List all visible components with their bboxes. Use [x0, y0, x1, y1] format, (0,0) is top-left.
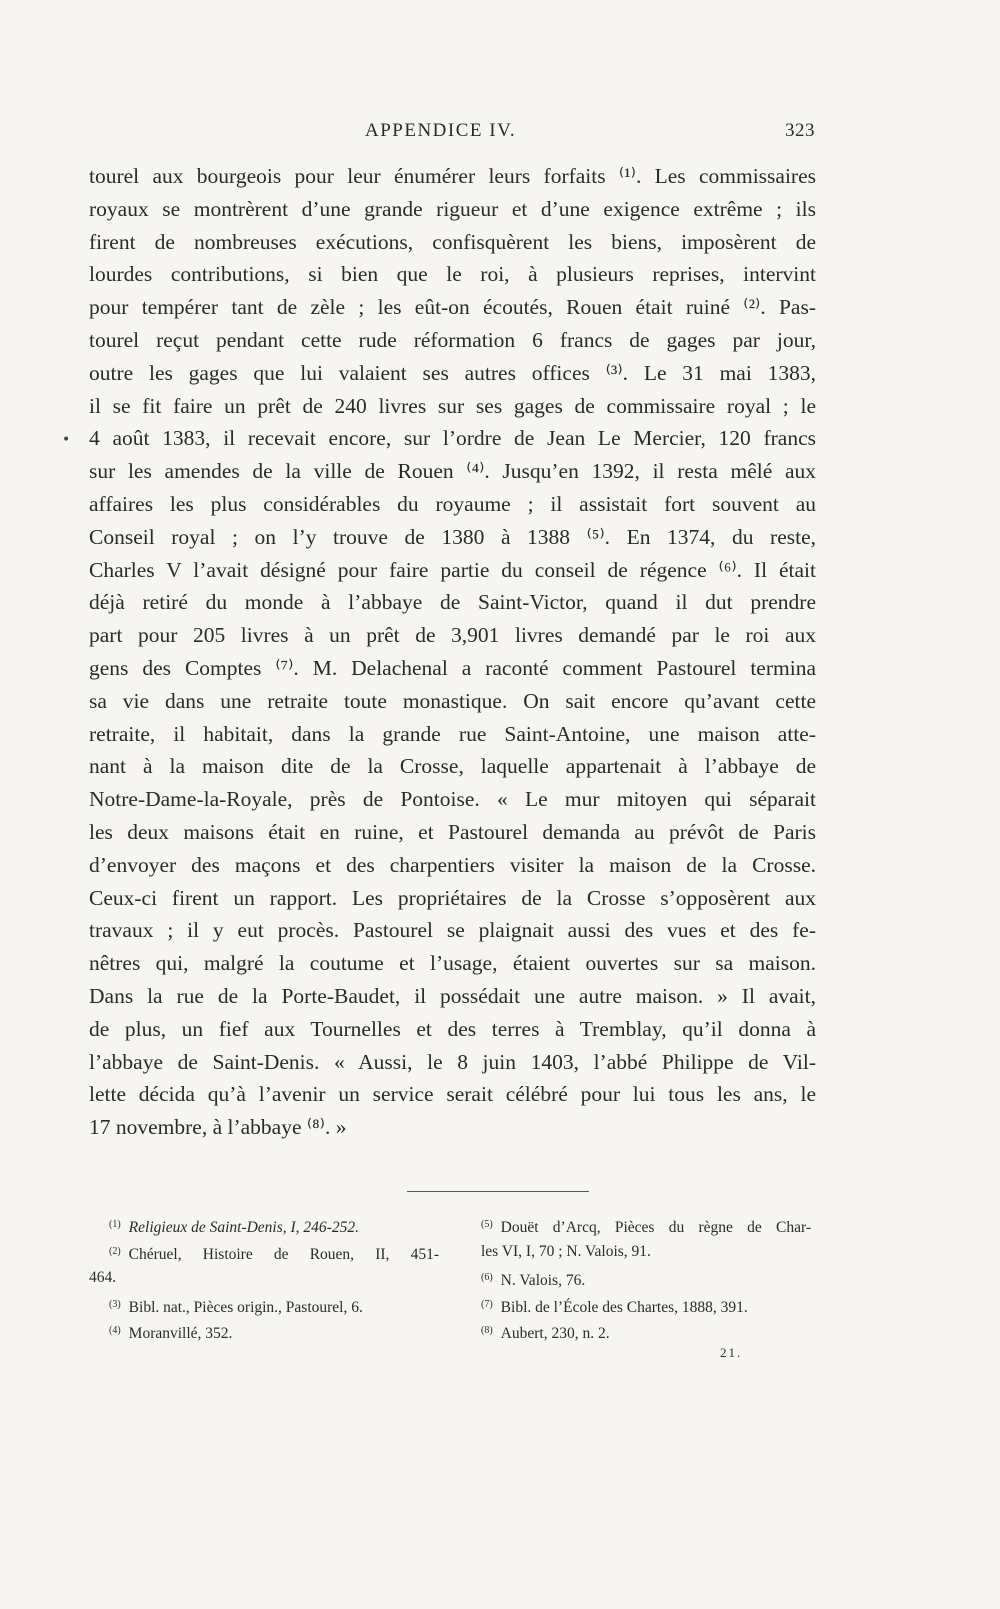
text-line: travaux ; il y eut procès. Pastourel se plaignait aussi des vues et des fe- [89, 918, 816, 943]
text-line: l’abbaye de Saint-Denis. « Aussi, le 8 juin 1403, l’abbé Philippe de Vil- [89, 1049, 816, 1074]
footnote-continuation: les VI, I, 70 ; N. Valois, 91. [481, 1242, 651, 1260]
page-number: 323 [785, 120, 815, 141]
printer-signature: 21. [720, 1345, 743, 1360]
footnote-text: N. Valois, 76. [500, 1272, 586, 1289]
text-line: outre les gages que lui valaient ses autres offices ⁽³⁾. Le 31 mai 1383, [89, 360, 816, 385]
footnote-divider [407, 1191, 589, 1192]
text-line: pour tempérer tant de zèle ; les eût-on écoutés, Rouen était ruiné ⁽²⁾. Pas- [89, 295, 816, 320]
text-line: de plus, un fief aux Tournelles et des terres à Tremblay, qu’il donna à [89, 1016, 816, 1041]
footnote [481, 1265, 811, 1292]
text-line: lette décida qu’à l’avenir un service serait célébré pour lui tous les ans, le [89, 1082, 816, 1107]
text-line: nêtres qui, malgré la coutume et l’usage, étaient ouvertes sur sa maison. [89, 951, 816, 976]
footnote-continuation: 464. [89, 1269, 117, 1286]
body-text [89, 160, 816, 1144]
text-line: Ceux-ci firent un rapport. Les propriétaires de la Crosse s’opposèrent aux [89, 885, 816, 910]
text-line: tourel aux bourgeois pour leur énumérer leurs forfaits ⁽¹⁾. Les commissaires [89, 164, 816, 188]
text-line: gens des Comptes ⁽⁷⁾. M. Delachenal a raconté comment Pastourel termina [89, 655, 816, 680]
text-line: tourel reçut pendant cette rude réformation 6 francs de gages par jour, [89, 327, 816, 352]
text-line: affaires les plus considérables du royaume ; il assistait fort souvent au [89, 491, 816, 516]
text-line: 17 novembre, à l’abbaye ⁽⁸⁾. » [89, 1115, 347, 1140]
footnote [481, 1318, 811, 1345]
text-line: firent de nombreuses exécutions, confisquèrent les biens, imposèrent de [89, 229, 816, 254]
footnote [109, 1212, 439, 1239]
text-line: les deux maisons était en ruine, et Pastourel demanda au prévôt de Paris [89, 819, 816, 844]
footnote [481, 1212, 811, 1239]
running-title: APPENDICE IV. [365, 120, 517, 141]
footnote-text: Douët d’Arcq, Pièces du règne de Char- [500, 1219, 811, 1236]
footnote-text: Aubert, 230, n. 2. [500, 1325, 610, 1342]
footnotes-left-column [89, 1212, 439, 1345]
text-line: d’envoyer des maçons et des charpentiers visiter la maison de la Crosse. [89, 852, 816, 877]
footnote-text: Bibl. nat., Pièces origin., Pastourel, 6. [128, 1298, 363, 1316]
text-line: Dans la rue de la Porte-Baudet, il possédait une autre maison. » Il avait, [89, 983, 816, 1008]
footnote [109, 1318, 439, 1345]
text-line: il se fit faire un prêt de 240 livres sur ses gages de commissaire royal ; le [89, 393, 816, 418]
footnote-number: (4) [109, 1325, 121, 1336]
text-line: Conseil royal ; on l’y trouve de 1380 à 1388 ⁽⁵⁾. En 1374, du reste, [89, 524, 816, 549]
running-head [90, 118, 815, 148]
footnote-number: (6) [481, 1272, 493, 1283]
footnote-text: Bibl. de l’École des Chartes, 1888, 391. [500, 1298, 748, 1316]
footnote [481, 1292, 811, 1319]
footnote-number: (3) [109, 1298, 121, 1310]
footnotes-right-column [481, 1212, 811, 1345]
footnote-number: (2) [109, 1245, 121, 1257]
text-line: nant à la maison dite de la Crosse, laquelle appartenait à l’abbaye de [89, 754, 816, 779]
footnote-number: (1) [109, 1219, 121, 1230]
text-line: Charles V l’avait désigné pour faire partie du conseil de régence ⁽⁶⁾. Il était [89, 557, 816, 582]
text-line: lourdes contributions, si bien que le roi, à plusieurs reprises, intervint [89, 262, 816, 287]
text-line: sur les amendes de la ville de Rouen ⁽⁴⁾. Jusqu’en 1392, il resta mêlé aux [89, 459, 816, 484]
footnote-text: Moranvillé, 352. [128, 1325, 233, 1342]
footnote [109, 1239, 439, 1266]
text-line: retraite, il habitait, dans la grande rue Saint-Antoine, une maison atte- [89, 721, 816, 746]
footnote-text: Religieux de Saint-Denis, I, 246-252. [128, 1219, 359, 1236]
text-line: Notre-Dame-la-Royale, près de Pontoise. « Le mur mitoyen qui séparait [89, 787, 816, 812]
footnote [109, 1292, 439, 1319]
text-line: 4 août 1383, il recevait encore, sur l’ordre de Jean Le Mercier, 120 francs [89, 426, 816, 451]
footnote-text: Chéruel, Histoire de Rouen, II, 451- [128, 1245, 439, 1263]
text-line: sa vie dans une retraite toute monastique. On sait encore qu’avant cette [89, 688, 816, 713]
margin-mark: • [62, 432, 71, 448]
footnote-number: (8) [481, 1325, 493, 1336]
text-line: part pour 205 livres à un prêt de 3,901 livres demandé par le roi aux [89, 623, 816, 648]
footnote-number: (7) [481, 1298, 493, 1310]
text-line: royaux se montrèrent d’une grande rigueur et d’une exigence extrême ; ils [89, 196, 816, 221]
text-line: déjà retiré du monde à l’abbaye de Saint-Victor, quand il dut prendre [89, 590, 816, 615]
footnote-number: (5) [481, 1219, 493, 1230]
